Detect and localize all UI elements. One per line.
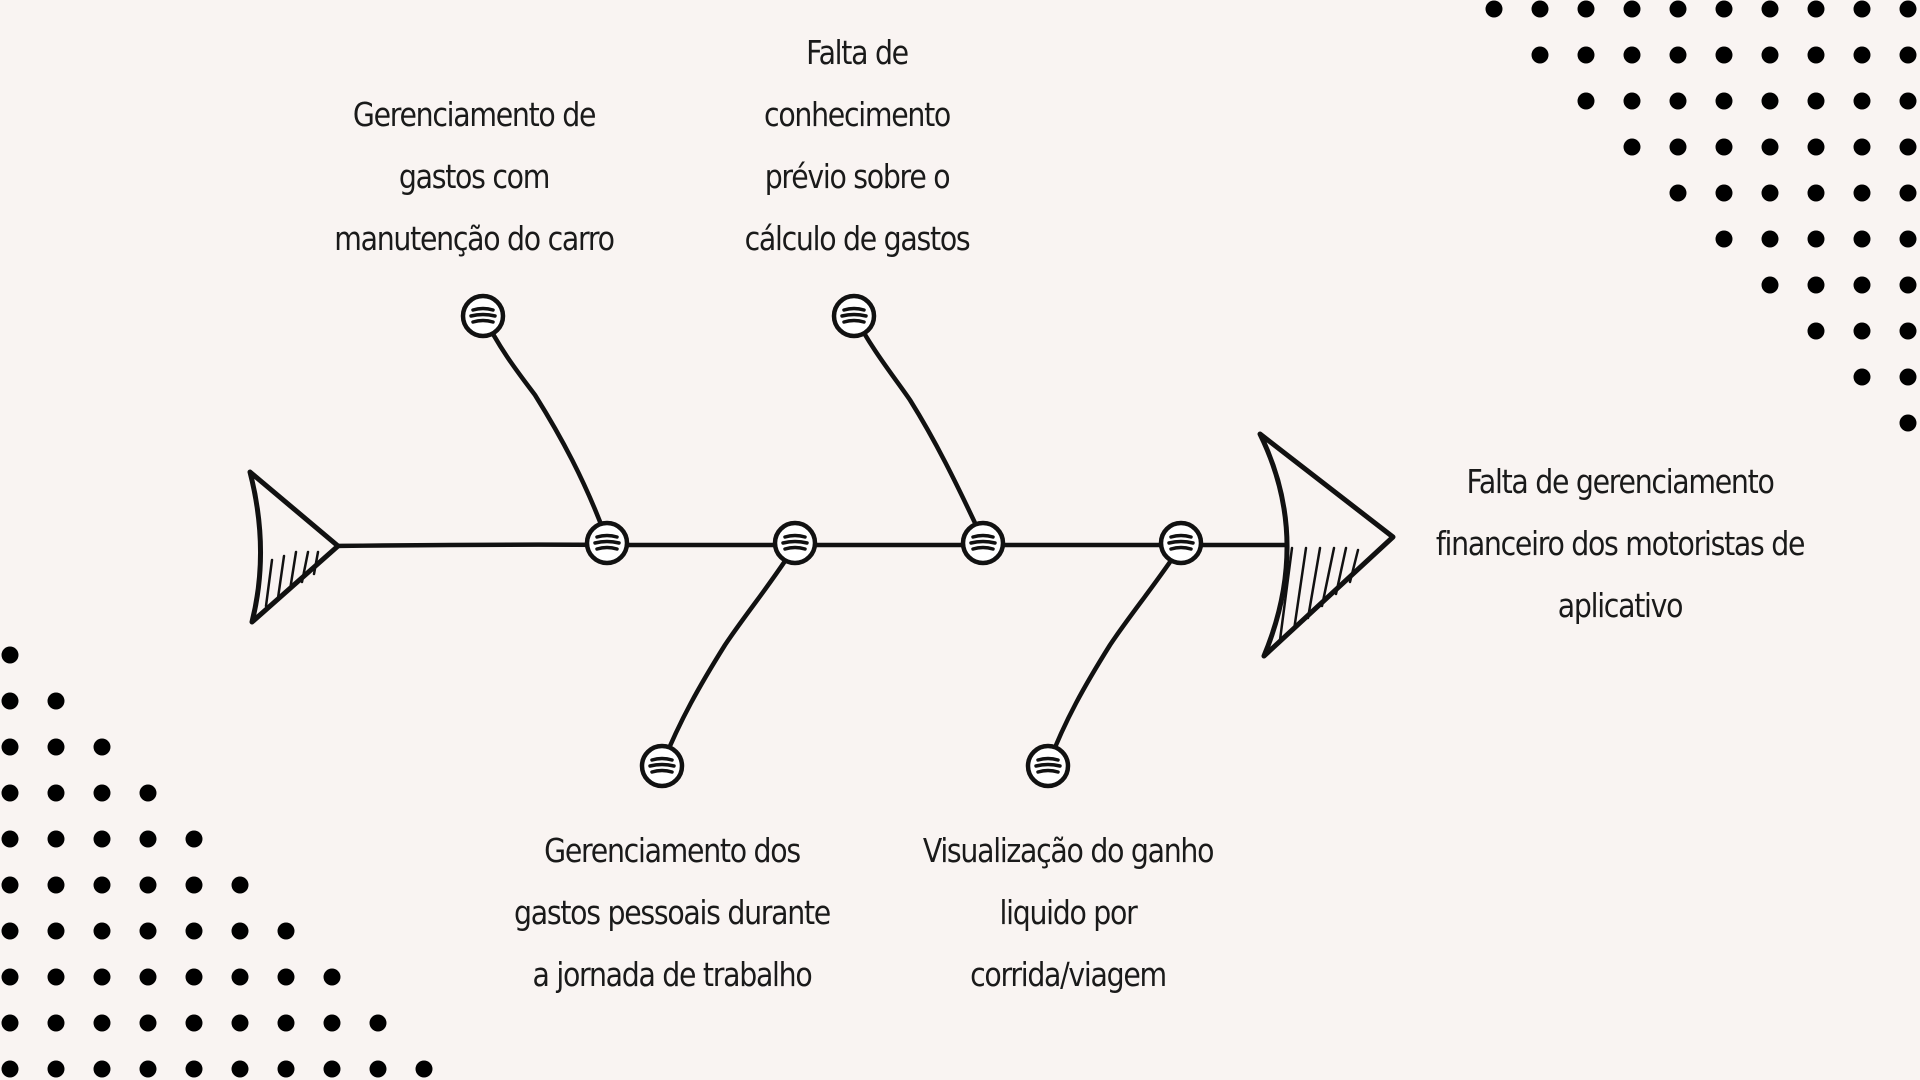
label-line: conhecimento [763, 95, 951, 134]
label-line: prévio sobre o [764, 157, 950, 196]
label-line: Gerenciamento de [352, 95, 596, 134]
branch-bottom-right [1048, 546, 1181, 765]
branch-top-left [483, 315, 607, 540]
spine-node-icon [963, 523, 1003, 563]
label-line: gastos com [398, 157, 550, 196]
spine-node-icon [587, 523, 627, 563]
label-line: manutenção do carro [334, 219, 614, 258]
label-line: Gerenciamento dos [544, 831, 800, 870]
spine-node-icon [1161, 523, 1201, 563]
cause-label-bottom-left [491, 820, 852, 1006]
label-line: liquido por [999, 893, 1137, 932]
label-line: financeiro dos motoristas de [1435, 524, 1805, 563]
branch-top-right [854, 315, 983, 540]
tail-arrow-shape [250, 472, 338, 622]
branch-bottom-left [662, 546, 795, 765]
effect-label [1414, 451, 1827, 637]
cause-label-bottom-right [887, 820, 1248, 1006]
spine-node-icon [775, 523, 815, 563]
label-line: cálculo de gastos [744, 219, 970, 258]
cause-label-top-right [702, 22, 1012, 270]
label-line: Falta de [806, 33, 908, 72]
cause-label-top-left [302, 84, 646, 270]
label-line: a jornada de trabalho [532, 955, 812, 994]
label-line: Falta de gerenciamento [1466, 462, 1774, 501]
label-line: aplicativo [1557, 586, 1683, 625]
label-line: Visualização do ganho [922, 831, 1214, 870]
label-line: corrida/viagem [970, 955, 1166, 994]
branch-end-node-icon [834, 296, 874, 336]
branch-end-node-icon [642, 746, 682, 786]
branch-end-node-icon [1028, 746, 1068, 786]
label-line: gastos pessoais durante [514, 893, 830, 932]
branch-end-node-icon [463, 296, 503, 336]
